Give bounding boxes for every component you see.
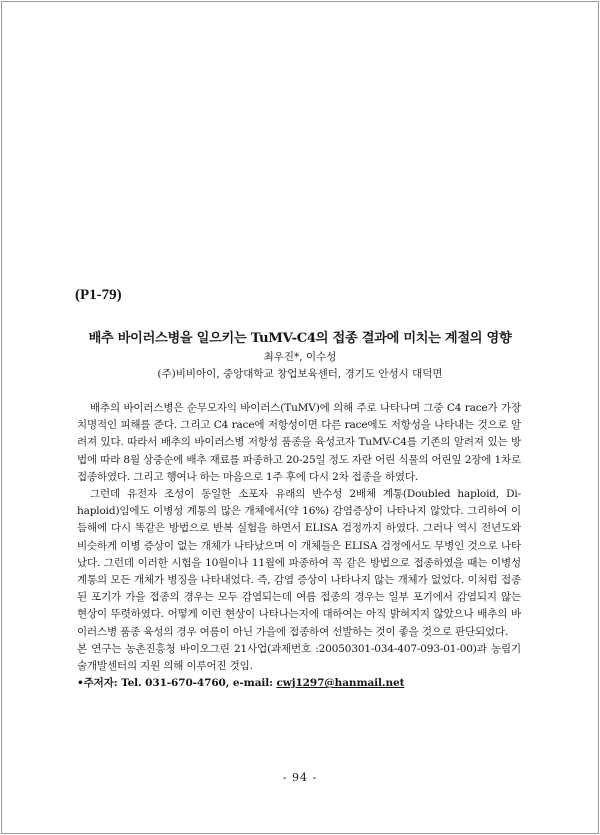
author-list: 최우진*, 이수성 — [263, 351, 337, 363]
affiliation: (주)비비아이, 중앙대학교 창업보육센터, 경기도 안성시 대덕면 — [157, 368, 443, 380]
paper-title: 배추 바이러스병을 일으키는 TuMV-C4의 접종 결과에 미치는 계절의 영향 — [88, 331, 512, 346]
acknowledgement: 본 연구는 농촌진흥청 바이오그린 21사업(과제번호 :20050301-034-407-093-01-00)과 농림기술개발센터의 지원 의해 이루어진 것임. — [77, 642, 521, 673]
contact-line — [77, 675, 521, 692]
contact-info: •주저자: Tel. 031-670-4760, e-mail: — [77, 677, 277, 690]
contact-email-link[interactable]: cwj1297@hanmail.net — [276, 677, 405, 690]
poster-code: (P1-79) — [75, 287, 122, 303]
body-paragraph-1: 배추의 바이러스병은 순무모자익 바이러스(TuMV)에 의해 주로 나타나며 그중 C4 race가 가장 치명적인 피해를 준다. 그리고 C4 race에 저항성이면 다른 race에도 저항성을 나타내는 것으로 알려져 있다. 따라서 배추의 바이러스병 저항성 품종을 육성코자 TuMV-C4를 기존의 알려져 있는 방법에 따라 8월 상중순에 배추 재료를 파종하고 20-25일 정도 자란 어린 식물의 어린잎 2장에 1차로 접종하였다. 그리고 행여나 하는 마음으로 1주 후에 다시 2차 접종을 하였다. — [77, 402, 521, 483]
page-number: - 94 - — [282, 771, 318, 784]
body-paragraph-2: 그런데 유전자 조성이 동일한 소포자 유래의 반수성 2배체 계통(Doubled haploid, Di-haploid)임에도 이병성 계통의 많은 개체에서(약 16%) 감염증상이 나타나지 않았다. 그리하여 이듬해에 다시 똑같은 방법으로 반복 실험을 하면서 ELISA 검정까지 하였다. 그러나 역시 전년도와 비슷하게 이병 증상이 없는 개체가 나타났으며 이 개체들은 ELISA 검정에서도 무병인 것으로 나타났다. 그런데 이러한 시험을 10월이나 11월에 파종하여 꼭 같은 방법으로 접종하였을 때는 이병성 계통의 모든 개체가 병징을 나타내었다. 즉, 감염 증상이 나타나지 않는 개체가 없었다. 이처럼 접종된 포기가 가을 접종의 경우는 모두 감염되는데 여름 접종의 경우는 일부 포기에서 감염되지 않는 현상이 뚜렷하였다. 어떻게 이런 현상이 나타나는지에 대하여는 아직 밝혀지지 않았으나 배추의 바이러스병 품종 육성의 경우 여름이 아닌 가을에 접종하여 선발하는 것이 좋을 것으로 판단되었다. — [77, 488, 521, 638]
abstract-body — [77, 400, 521, 692]
